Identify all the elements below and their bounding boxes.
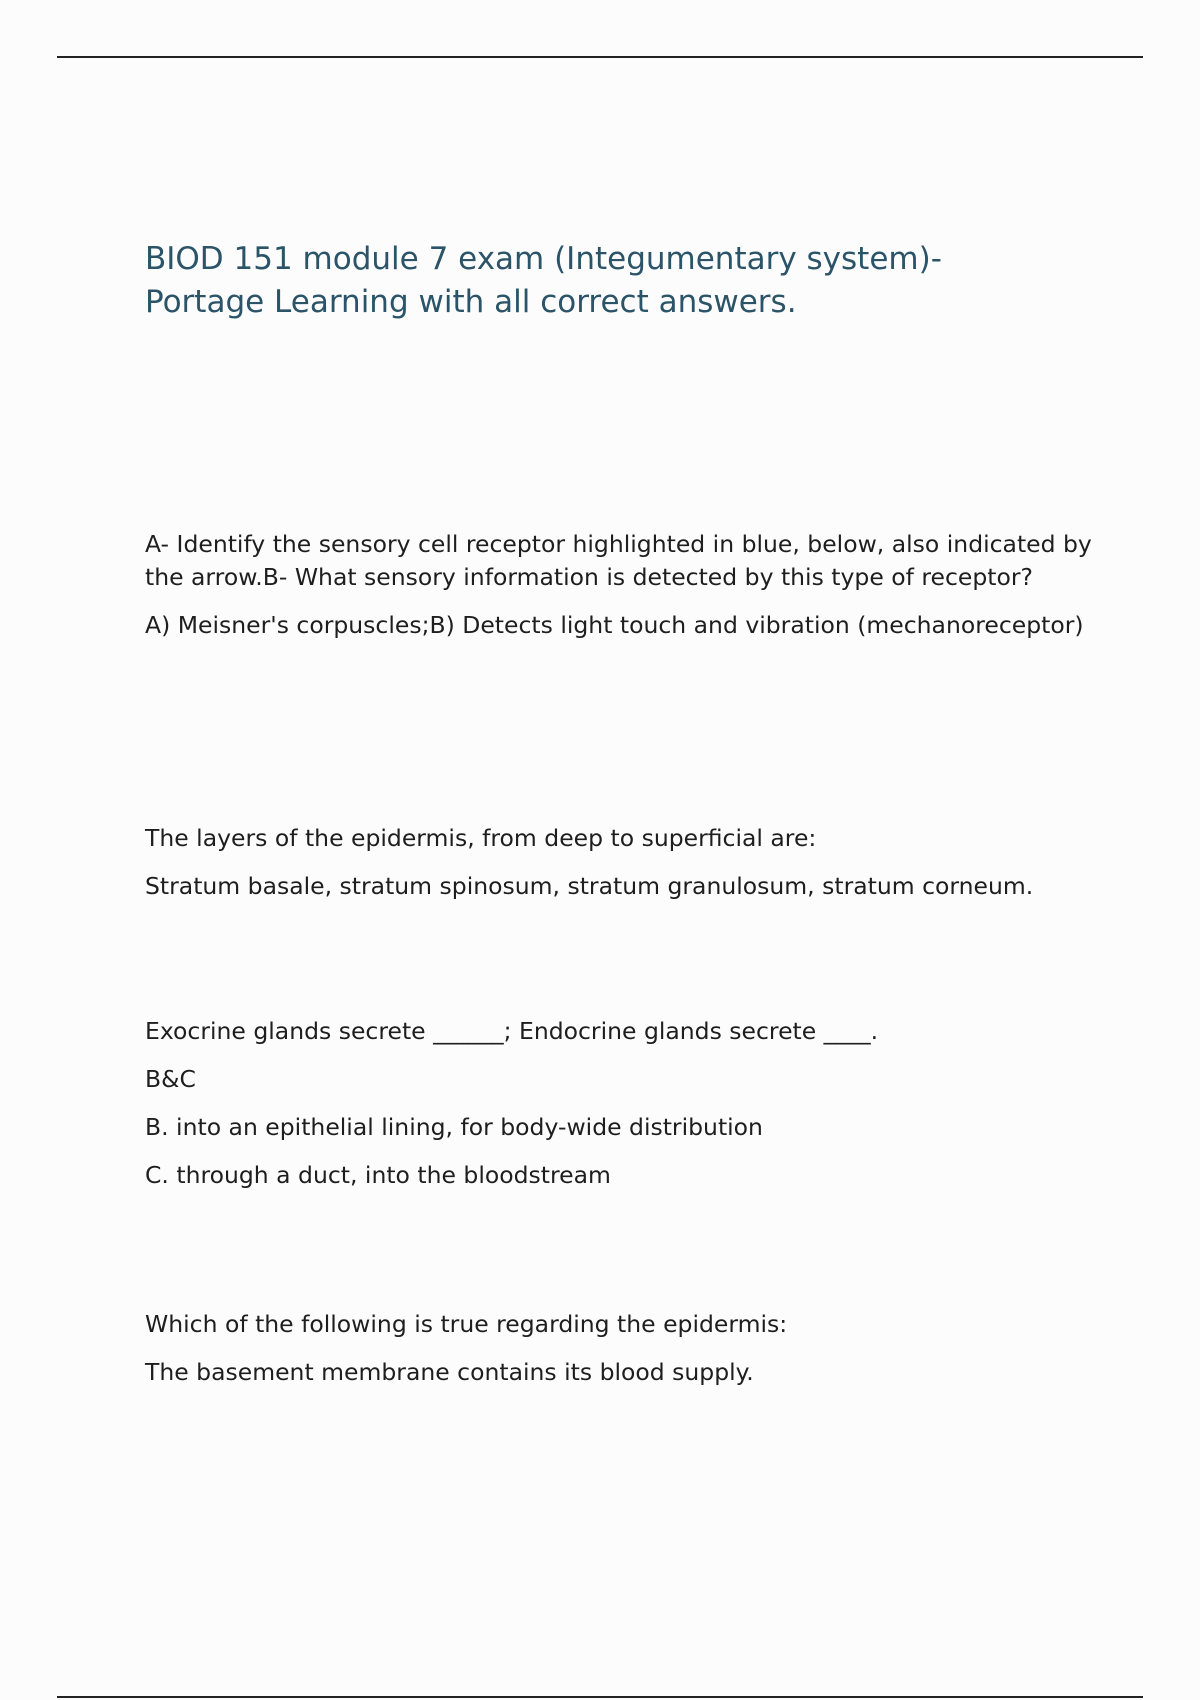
answer-text: B&C (145, 1065, 196, 1093)
footer-rule (57, 1696, 1143, 1698)
question-text: Exocrine glands secrete ______; Endocrine glands secrete ____. (145, 1017, 879, 1045)
question-text: The layers of the epidermis, from deep to superficial are: (145, 824, 817, 852)
header-rule (57, 56, 1143, 58)
qa-item (145, 1015, 1105, 1207)
answer-option: C. through a duct, into the bloodstream (145, 1161, 611, 1189)
document-title: BIOD 151 module 7 exam (Integumentary system)- Portage Learning with all correct answers. (145, 241, 942, 320)
qa-item (145, 822, 1105, 918)
answer-text: The basement membrane contains its blood supply. (145, 1358, 754, 1386)
question-text: A- Identify the sensory cell receptor highlighted in blue, below, also indicated by the arrow.B- What sensory information is detected by this type of receptor? (145, 530, 1092, 591)
question-text: Which of the following is true regarding the epidermis: (145, 1310, 788, 1338)
qa-item (145, 528, 1105, 657)
answer-text: A) Meisner's corpuscles;B) Detects light touch and vibration (mechanoreceptor) (145, 611, 1084, 639)
answer-text: Stratum basale, stratum spinosum, stratum granulosum, stratum corneum. (145, 872, 1034, 900)
qa-item (145, 1308, 1105, 1404)
answer-option: B. into an epithelial lining, for body-wide distribution (145, 1113, 763, 1141)
